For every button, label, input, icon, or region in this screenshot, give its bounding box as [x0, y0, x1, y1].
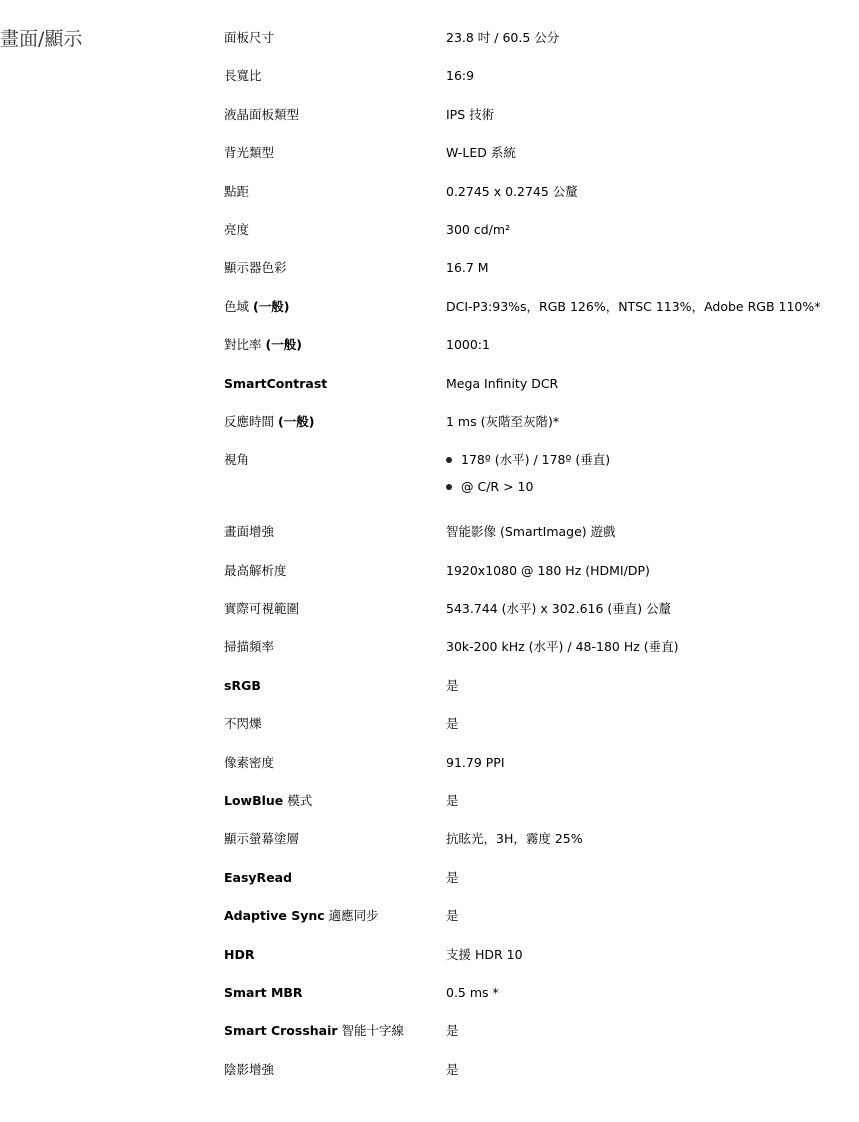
spec-value: 1000:1 [446, 337, 490, 353]
spec-row-viewable-area [224, 600, 849, 638]
spec-label [224, 677, 446, 695]
spec-label: 面板尺寸 [224, 30, 275, 45]
spec-value: DCI-P3:93%s，RGB 126%，NTSC 113%，Adobe RGB 110%* [446, 298, 821, 314]
spec-row-pixel-pitch [224, 183, 849, 221]
spec-label [224, 375, 446, 393]
spec-row-easyread [224, 869, 849, 907]
spec-label [224, 984, 446, 1002]
spec-label-text: 反應時間 [224, 413, 278, 429]
spec-value: 1920x1080 @ 180 Hz (HDMI/DP) [446, 562, 650, 578]
spec-row-color-gamut [224, 298, 849, 336]
spec-value: 0.2745 x 0.2745 公釐 [446, 183, 578, 199]
spec-row-lowblue [224, 792, 849, 830]
bullet-list [446, 451, 849, 496]
spec-value: 300 cd/m² [446, 221, 511, 237]
spec-row-picture-enhancement [224, 523, 849, 561]
spec-row-smart-crosshair [224, 1022, 849, 1060]
list-item [446, 478, 849, 496]
spec-row-backlight [224, 144, 849, 182]
spec-row-smart-mbr [224, 984, 849, 1022]
spec-label-bold: (一般) [252, 298, 290, 314]
spec-row-smartcontrast [224, 375, 849, 413]
bullet-icon [446, 457, 452, 463]
spec-label: 顯示器色彩 [224, 260, 287, 276]
spec-row-shadow-boost [224, 1061, 849, 1099]
spec-row-display-colors [224, 259, 849, 297]
spec-row-srgb [224, 677, 849, 715]
spec-value: W-LED 系統 [446, 145, 516, 161]
spec-row-response-time [224, 413, 849, 451]
spec-value: 是 [446, 908, 459, 924]
bullet-icon [446, 484, 452, 490]
spec-label-text: 對比率 [224, 337, 266, 353]
spec-label: 不閃爍 [224, 716, 262, 732]
spec-label: 液晶面板類型 [224, 106, 300, 122]
spec-label [224, 869, 446, 887]
spec-label [224, 413, 446, 431]
spec-label-bold: (一般) [277, 413, 315, 429]
spec-label: 掃描頻率 [224, 639, 275, 655]
spec-value: 是 [446, 716, 459, 732]
spec-label: 最高解析度 [224, 562, 287, 578]
spec-value: 0.5 ms * [446, 984, 499, 1000]
spec-label-bold: Adaptive Sync [224, 908, 325, 924]
spec-value [446, 451, 849, 505]
spec-label: 點距 [224, 183, 250, 199]
spec-label-text: 智能十字線 [337, 1023, 405, 1039]
bullet-text: @ C/R > 10 [461, 479, 534, 495]
spec-label [224, 1022, 446, 1040]
spec-row-aspect-ratio [224, 67, 849, 105]
spec-label [224, 336, 446, 354]
spec-value: 是 [446, 1061, 459, 1077]
spec-row-panel-size [224, 29, 849, 67]
spec-label-text: 適應同步 [324, 908, 379, 924]
spec-label-bold: Smart Crosshair [224, 1023, 338, 1039]
spec-value: 抗眩光，3H，霧度 25% [446, 831, 583, 847]
spec-label [224, 907, 446, 925]
spec-row-adaptive-sync [224, 907, 849, 945]
spec-list [224, 29, 849, 1099]
spec-label-text: 色域 [224, 298, 253, 314]
spec-value: 是 [446, 677, 459, 693]
spec-label: 陰影增強 [224, 1061, 275, 1077]
spec-value: 16.7 M [446, 260, 489, 276]
spec-row-brightness [224, 221, 849, 259]
spec-value: IPS 技術 [446, 106, 495, 122]
spec-value: 是 [446, 1023, 459, 1039]
spec-value: Mega Infinity DCR [446, 375, 559, 391]
spec-label [224, 792, 446, 810]
spec-label: 像素密度 [224, 754, 275, 770]
spec-label [224, 298, 446, 316]
spec-value: 支援 HDR 10 [446, 946, 523, 962]
spec-row-viewing-angle [224, 451, 849, 523]
spec-label-text: 模式 [283, 793, 313, 809]
spec-label: 顯示螢幕塗層 [224, 831, 300, 847]
spec-value: 是 [446, 793, 459, 809]
spec-value: 16:9 [446, 68, 475, 84]
spec-row-panel-type [224, 106, 849, 144]
spec-label-bold: Smart MBR [224, 984, 303, 1000]
spec-row-max-resolution [224, 562, 849, 600]
spec-row-screen-coating [224, 830, 849, 868]
spec-row-scanning-frequency [224, 638, 849, 676]
spec-label: 視角 [224, 452, 250, 468]
spec-row-contrast-ratio [224, 336, 849, 374]
spec-label-bold: HDR [224, 946, 255, 962]
spec-label: 實際可視範圍 [224, 601, 300, 617]
spec-label: 背光類型 [224, 145, 275, 161]
spec-value: 543.744 (水平) x 302.616 (垂直) 公釐 [446, 601, 672, 617]
spec-label-bold: SmartContrast [224, 375, 328, 391]
spec-value: 23.8 吋 / 60.5 公分 [446, 30, 560, 45]
spec-row-flicker-free [224, 715, 849, 753]
list-item [446, 451, 849, 469]
spec-label [224, 946, 446, 964]
spec-label-bold: LowBlue [224, 793, 284, 809]
spec-value: 智能影像 (SmartImage) 遊戲 [446, 524, 616, 540]
spec-label-bold: EasyRead [224, 869, 293, 885]
spec-row-hdr [224, 946, 849, 984]
spec-value: 30k-200 kHz (水平) / 48-180 Hz (垂直) [446, 639, 679, 655]
spec-value: 1 ms (灰階至灰階)* [446, 413, 560, 429]
bullet-text: 178º (水平) / 178º (垂直) [461, 452, 611, 468]
spec-label: 亮度 [224, 221, 250, 237]
spec-label-bold: sRGB [224, 677, 261, 693]
spec-value: 是 [446, 869, 459, 885]
spec-row-pixel-density [224, 754, 849, 792]
spec-value: 91.79 PPI [446, 754, 505, 770]
spec-label: 長寬比 [224, 68, 262, 84]
spec-label-bold: (一般) [265, 337, 302, 353]
section-title: 畫面/顯示 [0, 28, 83, 50]
spec-label: 畫面增強 [224, 524, 275, 540]
